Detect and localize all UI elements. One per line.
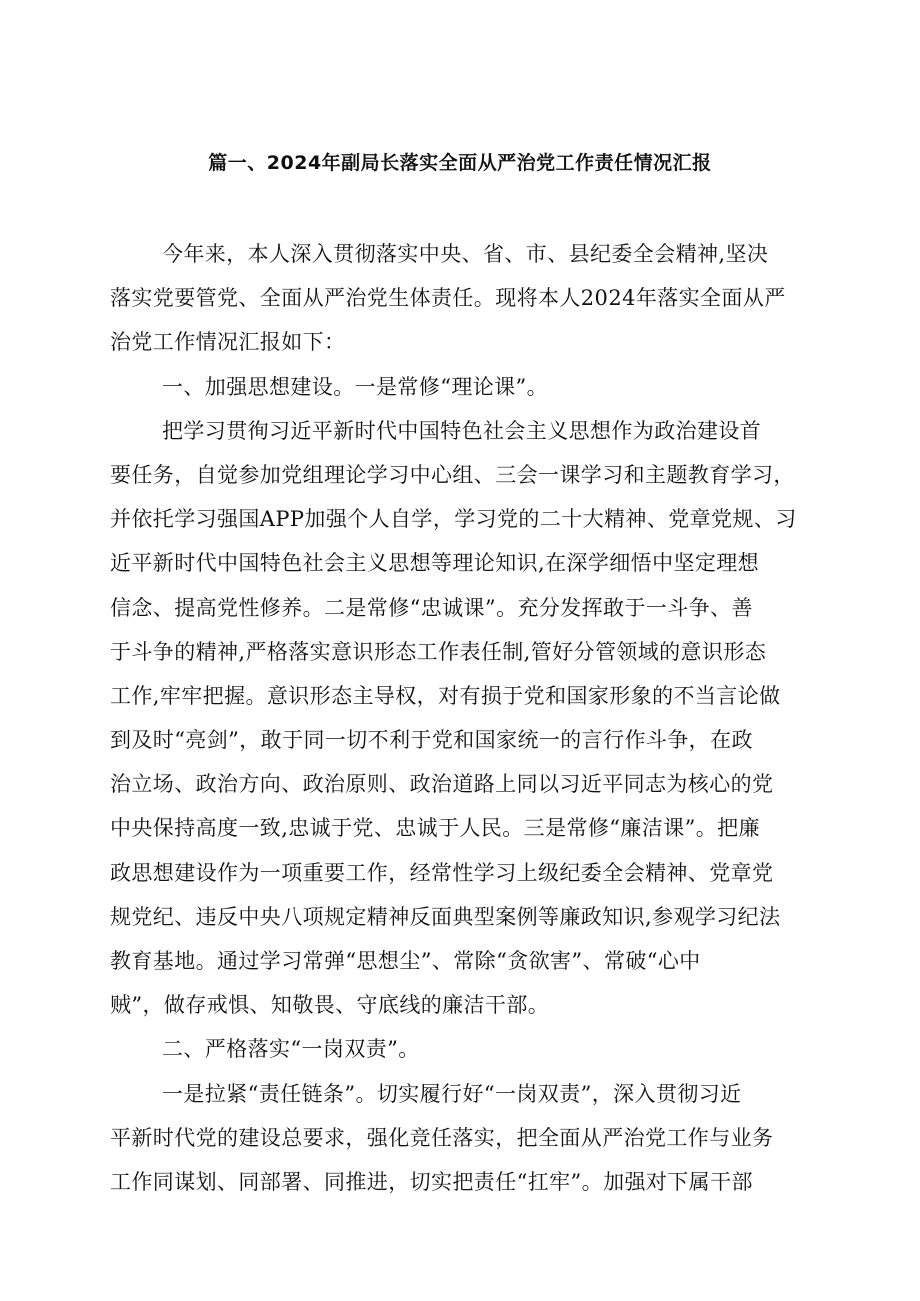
paragraph-line: 要任务，自觉参加党组理论学习中心组、三会一课学习和主题教育学习， <box>110 462 795 487</box>
paragraph-line: 今年来，本人深入贯彻落实中央、省、市、县纪委全会精神,坚决 <box>162 242 769 266</box>
paragraph-line: 一是拉紧“责任链条”。切实履行好“一岗双责”，深入贯彻习近 <box>162 1081 742 1106</box>
paragraph-line: 平新时代党的建设总要求，强化竞任落实，把全面从严治党工作与业务 <box>110 1125 774 1150</box>
paragraph-line: 贼”，做存戒惧、知敬畏、守底线的廉洁干部。 <box>110 993 550 1018</box>
document-body <box>110 232 840 1204</box>
paragraph-line: 中央保持高度一致,忠诚于党、忠诚于人民。三是常修“廉洁课”。把廉 <box>110 816 760 841</box>
section-heading-1: 一、加强思想建设。一是常修“理论课”。 <box>162 374 549 399</box>
paragraph-line: 于斗争的精神,严格落实意识形态工作表任制,管好分管领域的意识形态 <box>110 639 767 664</box>
paragraph-line: 并依托学习强国APP加强个人自学，学习党的二十大精神、党章党规、习 <box>110 507 797 532</box>
paragraph-line: 规党纪、违反中央八项规定精神反面典型案例等廉政知识,参观学习纪法 <box>110 904 781 929</box>
paragraph-line: 信念、提高党性修养。二是常修“忠诚课”。充分发挥敢于一斗争、善 <box>110 595 753 620</box>
paragraph-line: 工作,牢牢把握。意识形态主导权，对有损于党和国家形象的不当言论做 <box>110 683 781 708</box>
paragraph-line: 近平新时代中国特色社会主义思想等理论知识,在深学细悟中坚定理想 <box>110 551 760 576</box>
paragraph-line: 教育基地。通过学习常弹“思想尘”、常除“贪欲害”、常破“心中 <box>110 949 701 973</box>
paragraph-line: 把学习贯徇习近平新时代中国特色社会主义思想作为政治建设首 <box>162 418 762 443</box>
document-title: 篇一、2024年副局长落实全面从严治党工作责任情况汇报 <box>208 152 712 174</box>
paragraph-line: 到及时“亮剑”，敢于同一切不利于党和国家统一的言行作斗争，在政 <box>110 728 753 753</box>
paragraph-line: 治党工作情况汇报如下： <box>110 330 346 355</box>
paragraph-line: 落实党要管党、全面从严治党生体责任。现将本人2024年落实全面从严 <box>110 286 786 311</box>
paragraph-line: 工作同谋划、同部署、同推进，切实把责任“扛牢”。加强对下属干部 <box>110 1169 753 1194</box>
paragraph-line: 政思想建设作为一项重要工作，经常性学习上级纪委全会精神、党章党 <box>110 860 774 885</box>
section-heading-2: 二、严格落实“一岗双责”。 <box>162 1037 420 1062</box>
paragraph-line: 治立场、政治方向、政治原则、政治道路上同以习近平同志为核心的党 <box>110 772 774 797</box>
